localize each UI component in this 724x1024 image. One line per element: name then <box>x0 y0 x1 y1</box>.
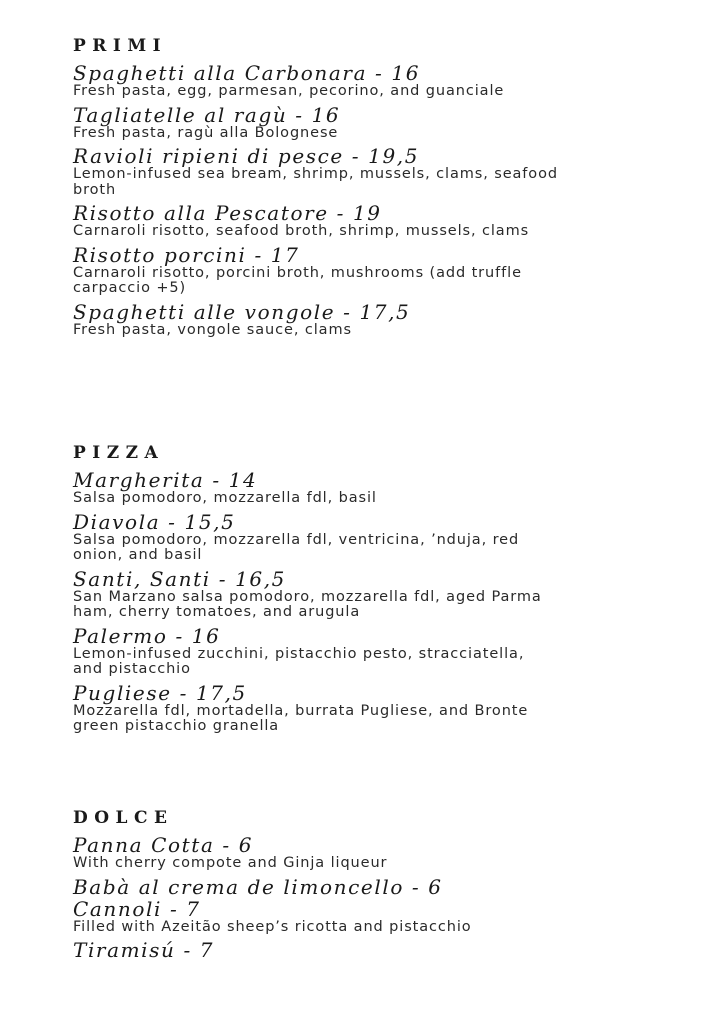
item-description: San Marzano salsa pomodoro, mozzarella fdl, aged Parma ham, cherry tomatoes, and arugula <box>73 588 542 620</box>
section-pizza <box>73 443 693 739</box>
item-description: Salsa pomodoro, mozzarella fdl, ventricina, ’nduja, red onion, and basil <box>73 531 520 563</box>
item-name: Santi, Santi - 16,5 <box>73 566 286 591</box>
menu-item <box>73 244 693 297</box>
item-name: Risotto porcini - 17 <box>73 242 300 267</box>
item-name: Babà al crema de limoncello - 6 <box>73 874 443 899</box>
item-name: Ravioli ripieni di pesce - 19,5 <box>73 144 420 168</box>
menu-item <box>73 145 693 198</box>
item-name: Diavola - 15,5 <box>73 509 236 534</box>
item-name: Palermo - 16 <box>73 623 221 648</box>
item-description: Carnaroli risotto, porcini broth, mushrooms (add truffle carpaccio +5) <box>73 264 522 296</box>
menu-item <box>73 834 693 872</box>
menu-item <box>73 568 693 621</box>
item-description: Fresh pasta, egg, parmesan, pecorino, and guanciale <box>73 83 505 99</box>
section-dolce <box>73 808 693 961</box>
menu-item <box>73 939 693 961</box>
item-name: Tiramisú - 7 <box>73 938 215 962</box>
menu-item <box>73 876 693 898</box>
menu-item <box>73 104 693 142</box>
menu-item <box>73 301 693 339</box>
item-name: Spaghetti alle vongole - 17,5 <box>73 299 411 324</box>
item-description: Lemon-infused zucchini, pistacchio pesto, stracciatella, and pistacchio <box>73 645 525 677</box>
section-title: PIZZA <box>73 443 165 463</box>
item-name: Spaghetti alla Carbonara - 16 <box>73 61 421 85</box>
item-name: Cannoli - 7 <box>73 896 201 921</box>
section-primi <box>73 36 693 342</box>
menu-item <box>73 682 693 735</box>
item-description: Carnaroli risotto, seafood broth, shrimp, mussels, clams <box>73 223 530 239</box>
item-name: Margherita - 14 <box>73 468 258 492</box>
item-name: Pugliese - 17,5 <box>73 680 247 705</box>
item-description: Lemon-infused sea bream, shrimp, mussels, clams, seafood broth <box>73 166 558 198</box>
menu-item <box>73 62 693 100</box>
item-name: Panna Cotta - 6 <box>73 833 254 857</box>
item-description: Fresh pasta, ragù alla Bolognese <box>73 124 339 141</box>
item-description: Filled with Azeitão sheep’s ricotta and pistacchio <box>73 918 472 935</box>
menu-item <box>73 898 693 936</box>
menu-item <box>73 511 693 564</box>
menu-item <box>73 202 693 240</box>
item-description: Mozzarella fdl, mortadella, burrata Pugliese, and Bronte green pistacchio granella <box>73 702 529 734</box>
item-description: Salsa pomodoro, mozzarella fdl, basil <box>73 490 377 506</box>
section-title: DOLCE <box>73 808 174 828</box>
item-description: Fresh pasta, vongole sauce, clams <box>73 321 352 338</box>
item-description: With cherry compote and Ginja liqueur <box>73 855 388 871</box>
section-title: PRIMI <box>73 36 168 56</box>
menu-item <box>73 469 693 507</box>
item-name: Tagliatelle al ragù - 16 <box>73 102 341 127</box>
item-name: Risotto alla Pescatore - 19 <box>73 201 382 225</box>
menu-item <box>73 625 693 678</box>
